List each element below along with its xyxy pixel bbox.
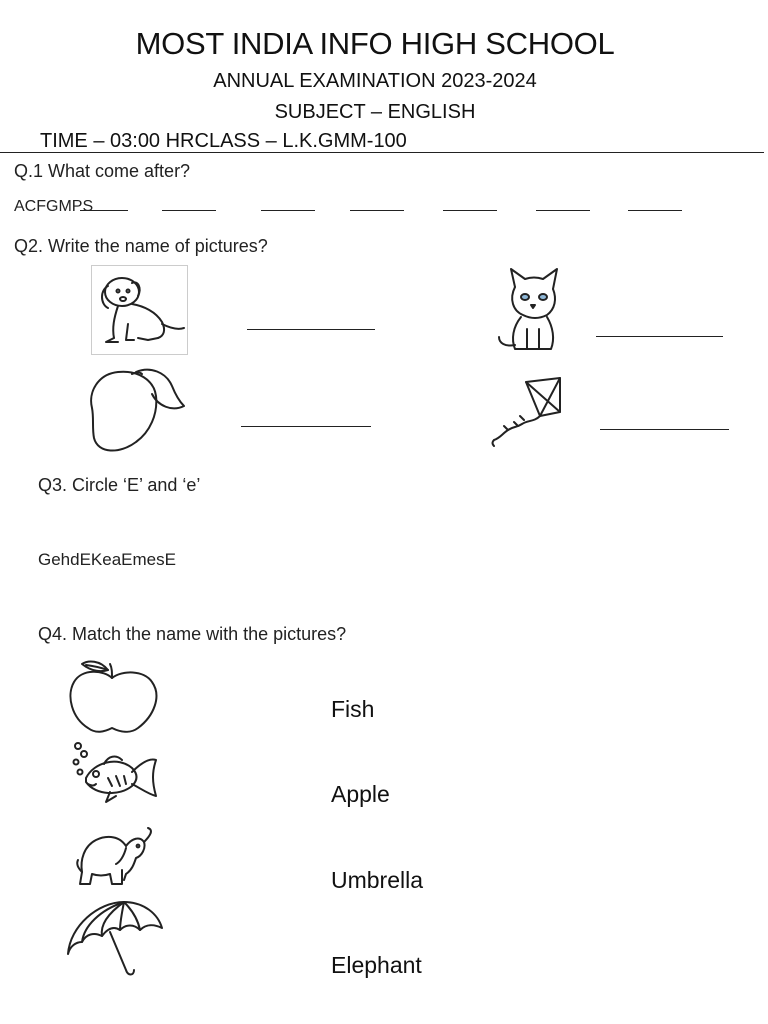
kite-icon [486,376,566,448]
q1-blank[interactable] [536,210,590,211]
q2-answer-line[interactable] [241,426,371,427]
q4-word[interactable]: Umbrella [331,867,424,893]
school-title: MOST INDIA INFO HIGH SCHOOL [135,26,615,61]
q2-question: Q2. Write the name of pictures? [14,236,268,256]
q1-blank[interactable] [628,210,682,211]
exam-title: ANNUAL EXAMINATION 2023-2024 [213,70,537,92]
q1-blank[interactable] [162,210,216,211]
mango-icon [80,362,185,457]
q2-answer-line[interactable] [600,429,729,430]
q4-question: Q4. Match the name with the pictures? [38,624,347,644]
q1-blank[interactable] [261,210,315,211]
q2-answer-line[interactable] [596,336,723,337]
q4-word[interactable]: Fish [331,696,375,722]
q1-blank[interactable] [443,210,497,211]
q3-letters[interactable]: GehdEKeaEmesE [38,550,176,569]
umbrella-icon [64,896,164,980]
subject-title: SUBJECT – ENGLISH [274,101,476,123]
header-divider [0,152,764,153]
cat-icon [493,265,573,353]
q1-blank[interactable] [350,210,404,211]
q1-sequence-strike [80,210,128,211]
q3-question: Q3. Circle ‘E’ and ‘e’ [38,475,201,495]
dog-icon [91,265,188,355]
time-class-line: TIME – 03:00 HRCLASS – L.K.GMM-100 [40,130,407,152]
q4-word[interactable]: Elephant [331,952,422,978]
q2-answer-line[interactable] [247,329,375,330]
apple-icon [64,656,164,738]
q1-question: Q.1 What come after? [14,161,191,181]
q1-sequence: ACFGMPS [14,198,94,215]
elephant-icon [74,826,156,890]
fish-icon [68,738,160,810]
q4-word[interactable]: Apple [331,781,390,807]
